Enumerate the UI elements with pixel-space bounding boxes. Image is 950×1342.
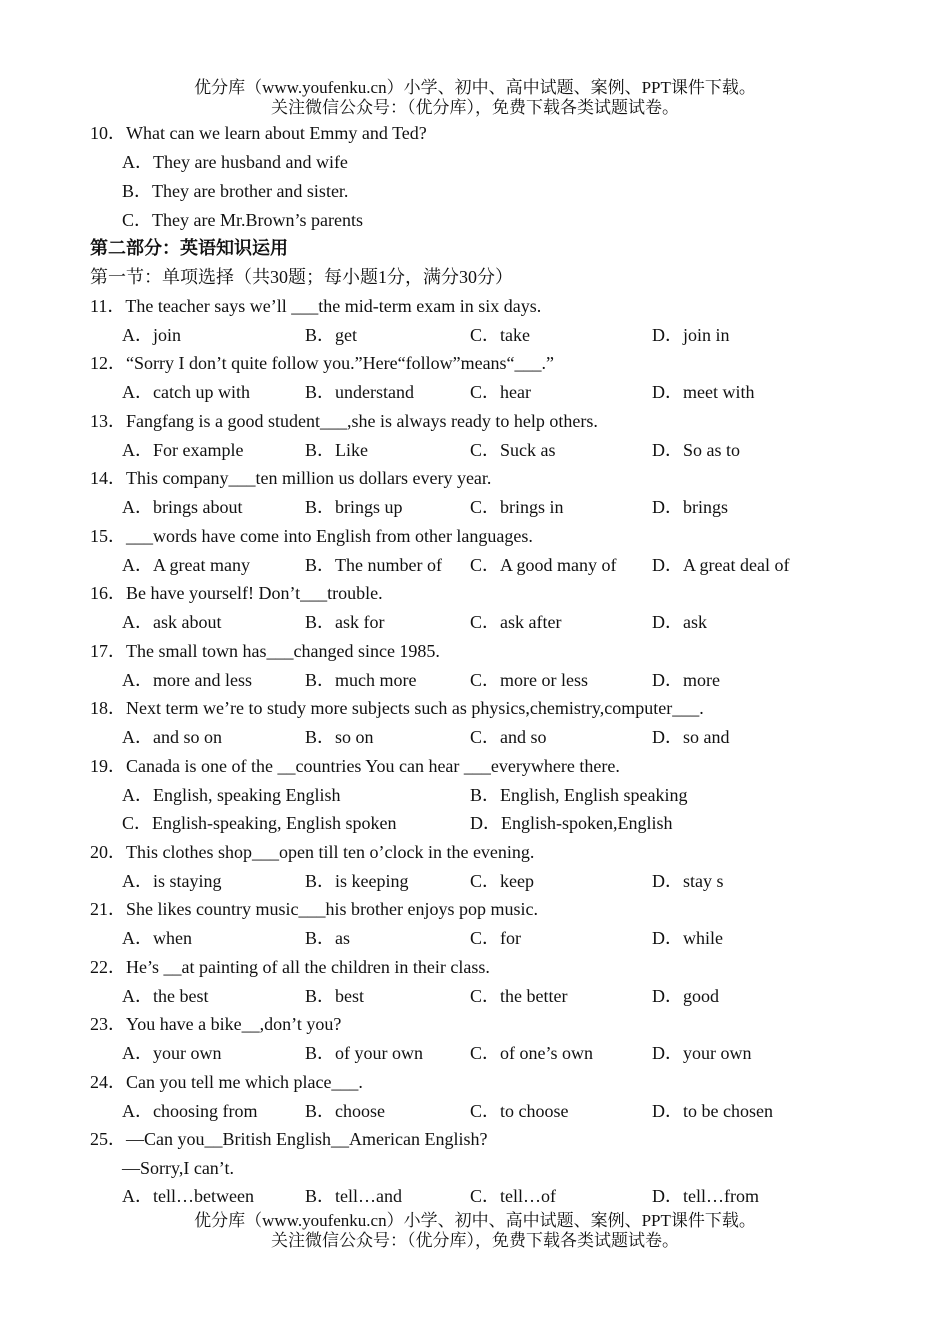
option-c: C．hear xyxy=(470,382,531,402)
option-d: D．join in xyxy=(652,325,730,345)
question-10-stem: 10．What can we learn about Emmy and Ted? xyxy=(90,123,427,143)
option-d: D．tell…from xyxy=(652,1186,759,1206)
question-stem: 19．Canada is one of the __countries You can hear ___everywhere there. xyxy=(90,756,620,776)
option-b: B．of your own xyxy=(305,1043,423,1063)
option-d: D．your own xyxy=(652,1043,752,1063)
option-a: A．ask about xyxy=(122,612,222,632)
option-b: B．so on xyxy=(305,727,374,747)
option-a: A．catch up with xyxy=(122,382,250,402)
option-b: B．tell…and xyxy=(305,1186,402,1206)
question-stem: 12．“Sorry I don’t quite follow you.”Here“follow”means“___.” xyxy=(90,353,555,373)
option-d: D．more xyxy=(652,670,720,690)
option-a: A．join xyxy=(122,325,182,345)
option-b: B．Like xyxy=(305,440,368,460)
option-a: A．and so on xyxy=(122,727,222,747)
option-b: B．understand xyxy=(305,382,414,402)
option-d: D．stay s xyxy=(652,871,724,891)
option-d: D．English-spoken,English xyxy=(470,813,673,833)
option-a: A．when xyxy=(122,928,192,948)
option-a: A．choosing from xyxy=(122,1101,258,1121)
option-a: A．is staying xyxy=(122,871,222,891)
option-a: A．For example xyxy=(122,440,244,460)
option-c: C．ask after xyxy=(470,612,562,632)
option-c: C．to choose xyxy=(470,1101,569,1121)
header-line-2: 关注微信公众号：（优分库），免费下载各类试题试卷。 xyxy=(271,98,679,117)
question-stem: 13．Fangfang is a good student___,she is always ready to help others. xyxy=(90,411,598,431)
option-a: A．tell…between xyxy=(122,1186,254,1206)
question-reply: —Sorry,I can’t. xyxy=(122,1158,234,1178)
option-b: B．best xyxy=(305,986,365,1006)
option-c: C．brings in xyxy=(470,497,564,517)
question-stem: 22．He’s __at painting of all the children in their class. xyxy=(90,957,490,977)
option-b: B．get xyxy=(305,325,357,345)
footer-line-2: 关注微信公众号：（优分库），免费下载各类试题试卷。 xyxy=(271,1231,679,1250)
option-d: D．brings xyxy=(652,497,728,517)
question-stem: 16．Be have yourself! Don’t___trouble. xyxy=(90,583,383,603)
option-b: B．as xyxy=(305,928,350,948)
option-a: A．your own xyxy=(122,1043,222,1063)
option-c: C．English-speaking, English spoken xyxy=(122,813,397,833)
question-stem: 11．The teacher says we’ll ___the mid-term exam in six days. xyxy=(90,296,542,316)
option-d: D．while xyxy=(652,928,723,948)
question-stem: 17．The small town has___changed since 1985. xyxy=(90,641,440,661)
option-a: A．brings about xyxy=(122,497,243,517)
option-b: B．brings up xyxy=(305,497,403,517)
option-c: C．A good many of xyxy=(470,555,617,575)
section-1-title: 第一节：单项选择（共30题；每小题1分，满分30分） xyxy=(90,267,513,287)
option-c: C．take xyxy=(470,325,530,345)
question-stem: 23．You have a bike__,don’t you? xyxy=(90,1014,342,1034)
option-d: D．so and xyxy=(652,727,730,747)
question-stem: 20．This clothes shop___open till ten o’clock in the evening. xyxy=(90,842,535,862)
option-b: B．choose xyxy=(305,1101,385,1121)
header-line-1: 优分库（www.youfenku.cn）小学、初中、高中试题、案例、PPT课件下载。 xyxy=(194,78,756,97)
option-a: A．more and less xyxy=(122,670,252,690)
option-c: C．the better xyxy=(470,986,568,1006)
option-b: B．The number of xyxy=(305,555,442,575)
option-c: C．and so xyxy=(470,727,547,747)
option-b: B．is keeping xyxy=(305,871,409,891)
part-2-title: 第二部分：英语知识运用 xyxy=(90,238,288,258)
question-stem: 15．___words have come into English from other languages. xyxy=(90,526,533,546)
option-b: B．English, English speaking xyxy=(470,785,688,805)
question-stem: 24．Can you tell me which place___. xyxy=(90,1072,363,1092)
option-b: B．much more xyxy=(305,670,417,690)
option-a: A．A great many xyxy=(122,555,250,575)
option-d: D．to be chosen xyxy=(652,1101,773,1121)
question-10-option-b: B．They are brother and sister. xyxy=(122,181,349,201)
option-c: C．of one’s own xyxy=(470,1043,593,1063)
option-c: C．tell…of xyxy=(470,1186,556,1206)
question-stem: 14．This company___ten million us dollars every year. xyxy=(90,468,492,488)
option-d: D．good xyxy=(652,986,719,1006)
question-stem: 21．She likes country music___his brother enjoys pop music. xyxy=(90,899,538,919)
option-d: D．meet with xyxy=(652,382,755,402)
option-c: C．more or less xyxy=(470,670,588,690)
question-stem: 25．—Can you__British English__American English? xyxy=(90,1129,488,1149)
option-c: C．keep xyxy=(470,871,534,891)
question-stem: 18．Next term we’re to study more subjects such as physics,chemistry,computer___. xyxy=(90,698,704,718)
question-10-option-a: A．They are husband and wife xyxy=(122,152,348,172)
footer-line-1: 优分库（www.youfenku.cn）小学、初中、高中试题、案例、PPT课件下载。 xyxy=(194,1211,756,1230)
question-10-option-c: C．They are Mr.Brown’s parents xyxy=(122,210,363,230)
option-a: A．English, speaking English xyxy=(122,785,341,805)
option-d: D．So as to xyxy=(652,440,741,460)
option-b: B．ask for xyxy=(305,612,385,632)
option-c: C．for xyxy=(470,928,521,948)
option-d: D．A great deal of xyxy=(652,555,790,575)
option-c: C．Suck as xyxy=(470,440,556,460)
option-d: D．ask xyxy=(652,612,707,632)
option-a: A．the best xyxy=(122,986,209,1006)
